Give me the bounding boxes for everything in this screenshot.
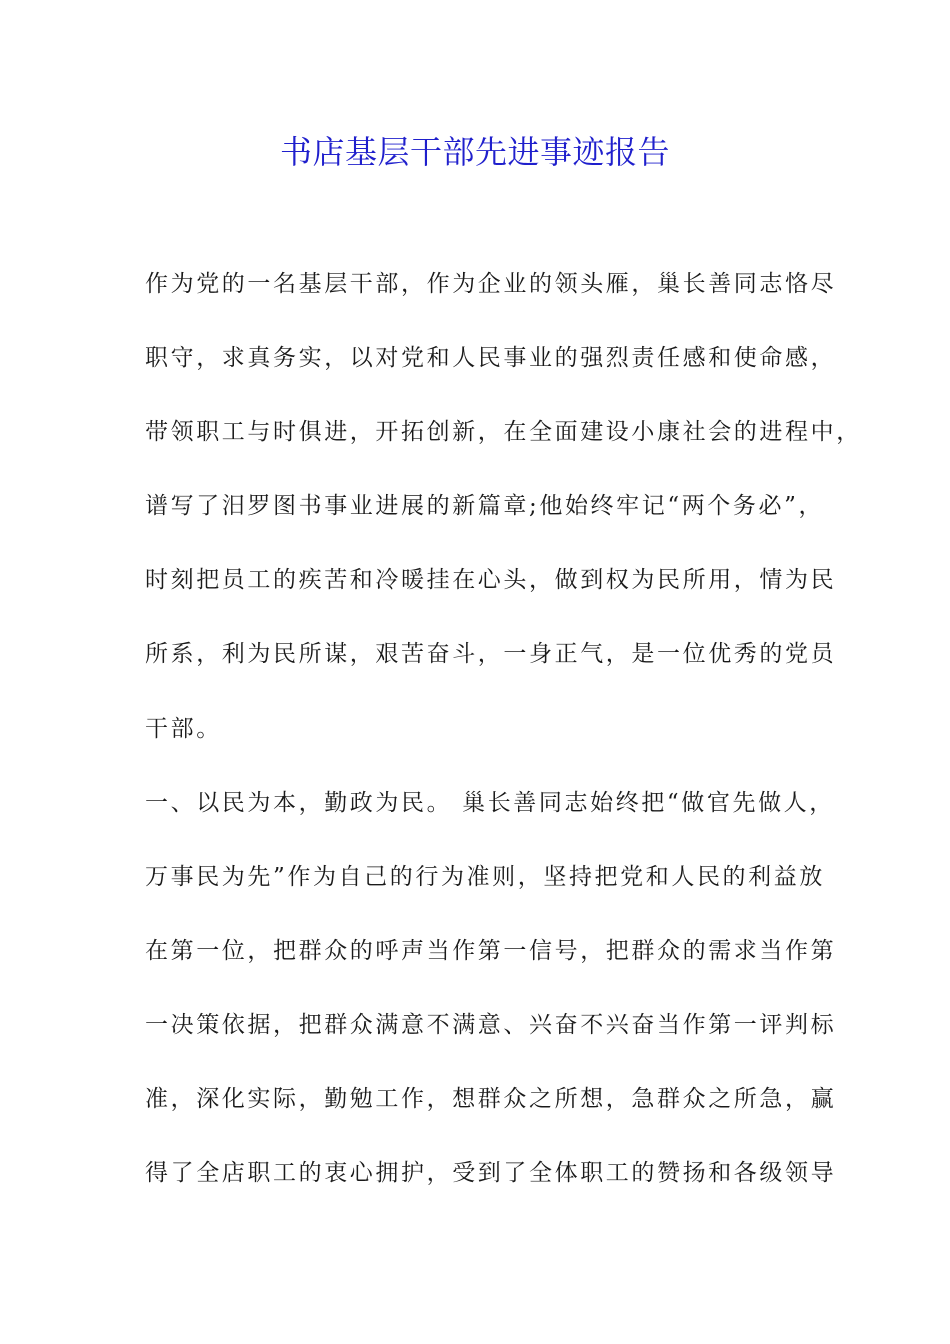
body-line: 所系，利为民所谋，艰苦奋斗，一身正气，是一位优秀的党员 (145, 641, 837, 668)
body-line: 谱写了汨罗图书事业进展的新篇章;他始终牢记“两个务必”， (145, 493, 825, 520)
body-line: 得了全店职工的衷心拥护，受到了全体职工的赞扬和各级领导 (145, 1160, 837, 1187)
body-line: 在第一位，把群众的呼声当作第一信号，把群众的需求当作第 (145, 937, 837, 964)
body-line: 带领职工与时俱进，开拓创新，在全面建设小康社会的进程中， (145, 419, 862, 446)
document-title: 书店基层干部先进事迹报告 (279, 133, 670, 171)
section-heading-line: 一、以民为本，勤政为民。 巢长善同志始终把“做官先做人， (145, 789, 835, 816)
body-line: 作为党的一名基层干部，作为企业的领头雁，巢长善同志恪尽 (145, 271, 837, 297)
body-line: 干部。 (145, 715, 222, 742)
body-line: 职守，求真务实，以对党和人民事业的强烈责任感和使命感， (145, 345, 837, 372)
body-line: 准，深化实际，勤勉工作，想群众之所想，急群众之所急，赢 (145, 1086, 837, 1113)
body-line: 万事民为先”作为自己的行为准则，坚持把党和人民的利益放 (145, 863, 825, 890)
body-line: 时刻把员工的疾苦和冷暖挂在心头，做到权为民所用，情为民 (145, 567, 837, 594)
document-body (145, 258, 862, 1221)
body-line: 一决策依据，把群众满意不满意、兴奋不兴奋当作第一评判标 (145, 1011, 837, 1038)
